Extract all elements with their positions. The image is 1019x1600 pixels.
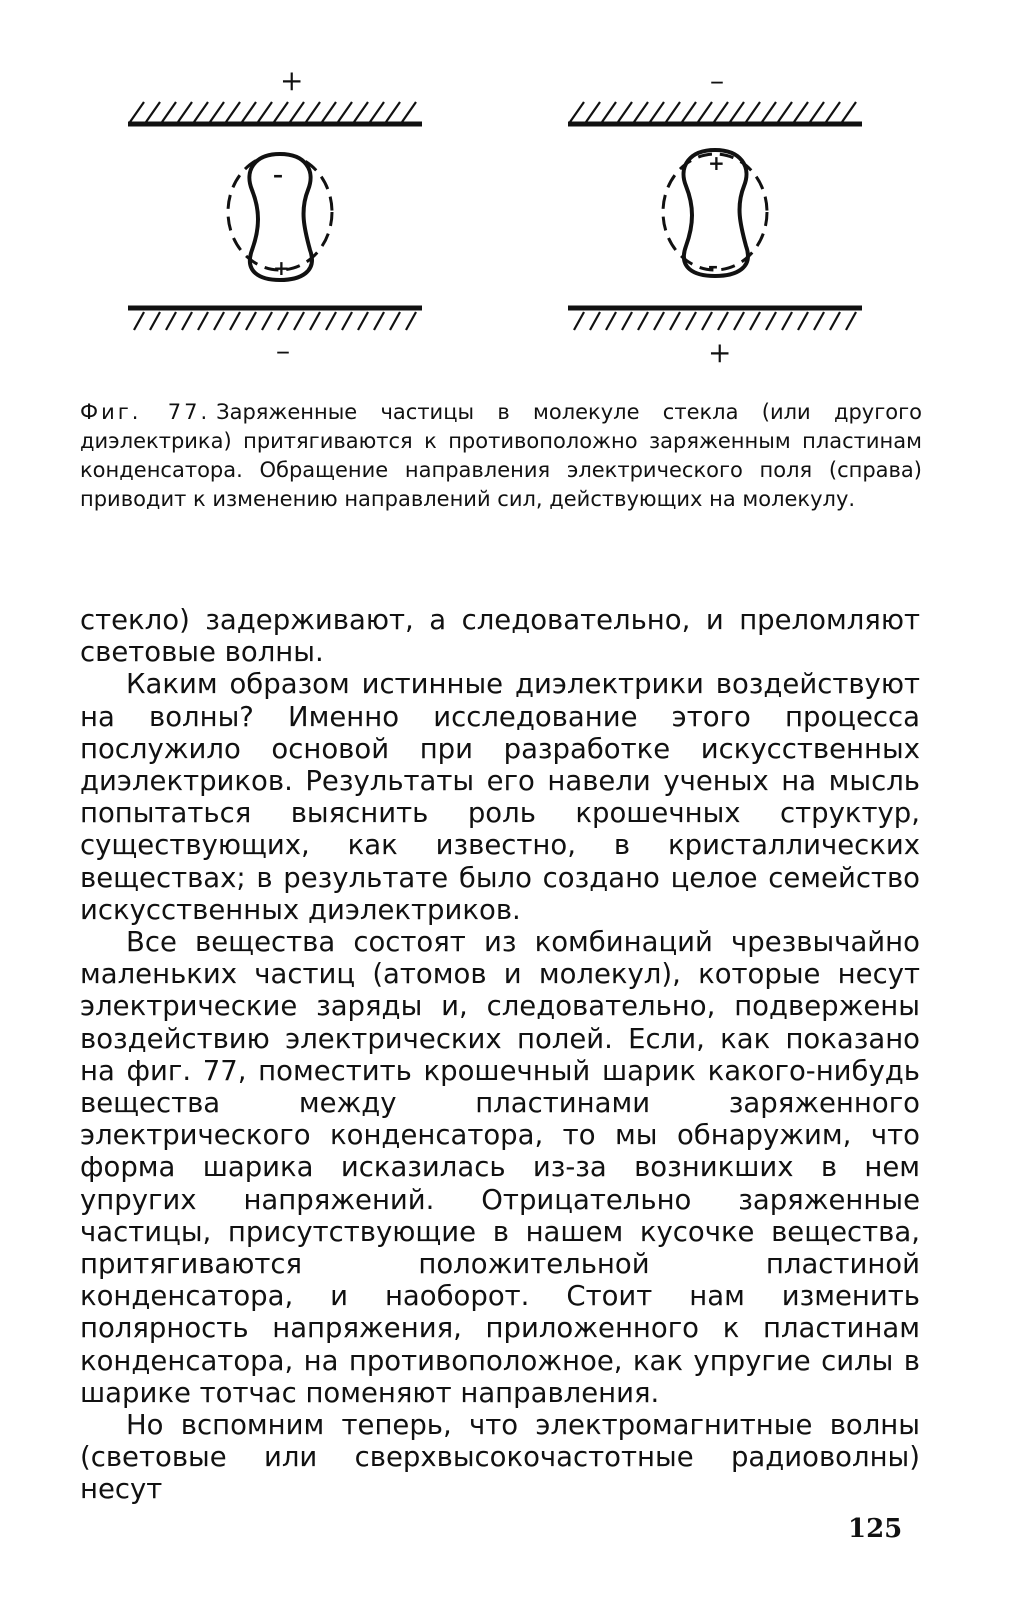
left-molecule-top-charge: – [273, 163, 283, 187]
figure-label: Фиг. 77. [80, 400, 211, 424]
right-bottom-plate-hatch [574, 312, 856, 330]
right-molecule [663, 150, 767, 278]
figure-caption-text: Заряженные частицы в молекуле стекла (или другого диэлектрика) притягиваются к противоположно заряженным пластинам конденсатора. Обращение направления электрического поля (справа) приводит к изменению направлений сил, действующих на молекулу. [80, 400, 922, 511]
left-top-sign: + [280, 64, 304, 97]
figure-77 [120, 60, 900, 380]
left-bottom-plate-hatch [134, 312, 416, 330]
capacitor-right [568, 64, 862, 369]
paragraph-3: Все вещества состоят из комбинаций чрезвычайно маленьких частиц (атомов и молекул), которые несут электрические заряды и, следовательно, подвержены воздействию электрических полей. Если, как показано на фиг. 77, поместить крошечный шарик какого-нибудь вещества между пластинами заряженного электрического конденсатора, то мы обнаружим, что форма шарика исказилась из-за возникших в нем упругих напряжений. Отрицательно заряженные частицы, присутствующие в нашем кусочке вещества, притягиваются положительной пластиной конденсатора, и наоборот. Стоит нам изменить полярность напряжения, приложенного к пластинам конденсатора, на противоположное, как упругие силы в шарике тотчас поменяют направления. [80, 926, 920, 1409]
main-text [80, 604, 920, 1506]
paragraph-4: Но вспомним теперь, что электромагнитные волны (световые или сверхвысокочастотные радиоволны) несут [80, 1409, 920, 1506]
left-molecule-bottom-charge: + [273, 256, 290, 280]
figure-caption [80, 398, 922, 514]
right-molecule-bottom-charge: – [708, 254, 718, 278]
left-bottom-sign: – [276, 334, 290, 367]
right-top-sign: – [710, 64, 724, 97]
left-molecule [228, 154, 332, 280]
right-bottom-sign: + [708, 336, 732, 369]
paragraph-1: стекло) задерживают, а следовательно, и преломляют световые волны. [80, 604, 920, 669]
right-molecule-top-charge: + [708, 151, 725, 175]
right-top-plate-hatch [570, 102, 856, 122]
capacitor-left [128, 64, 422, 367]
page-number: 125 [848, 1514, 903, 1544]
paragraph-2: Каким образом истинные диэлектрики воздействуют на волны? Именно исследование этого процесса послужило основой при разработке искусственных диэлектриков. Результаты его навели ученых на мысль попытаться выяснить роль крошечных структур, существующих, как известно, в кристаллических веществах; в результате было создано целое семейство искусственных диэлектриков. [80, 668, 920, 926]
left-top-plate-hatch [130, 102, 416, 122]
